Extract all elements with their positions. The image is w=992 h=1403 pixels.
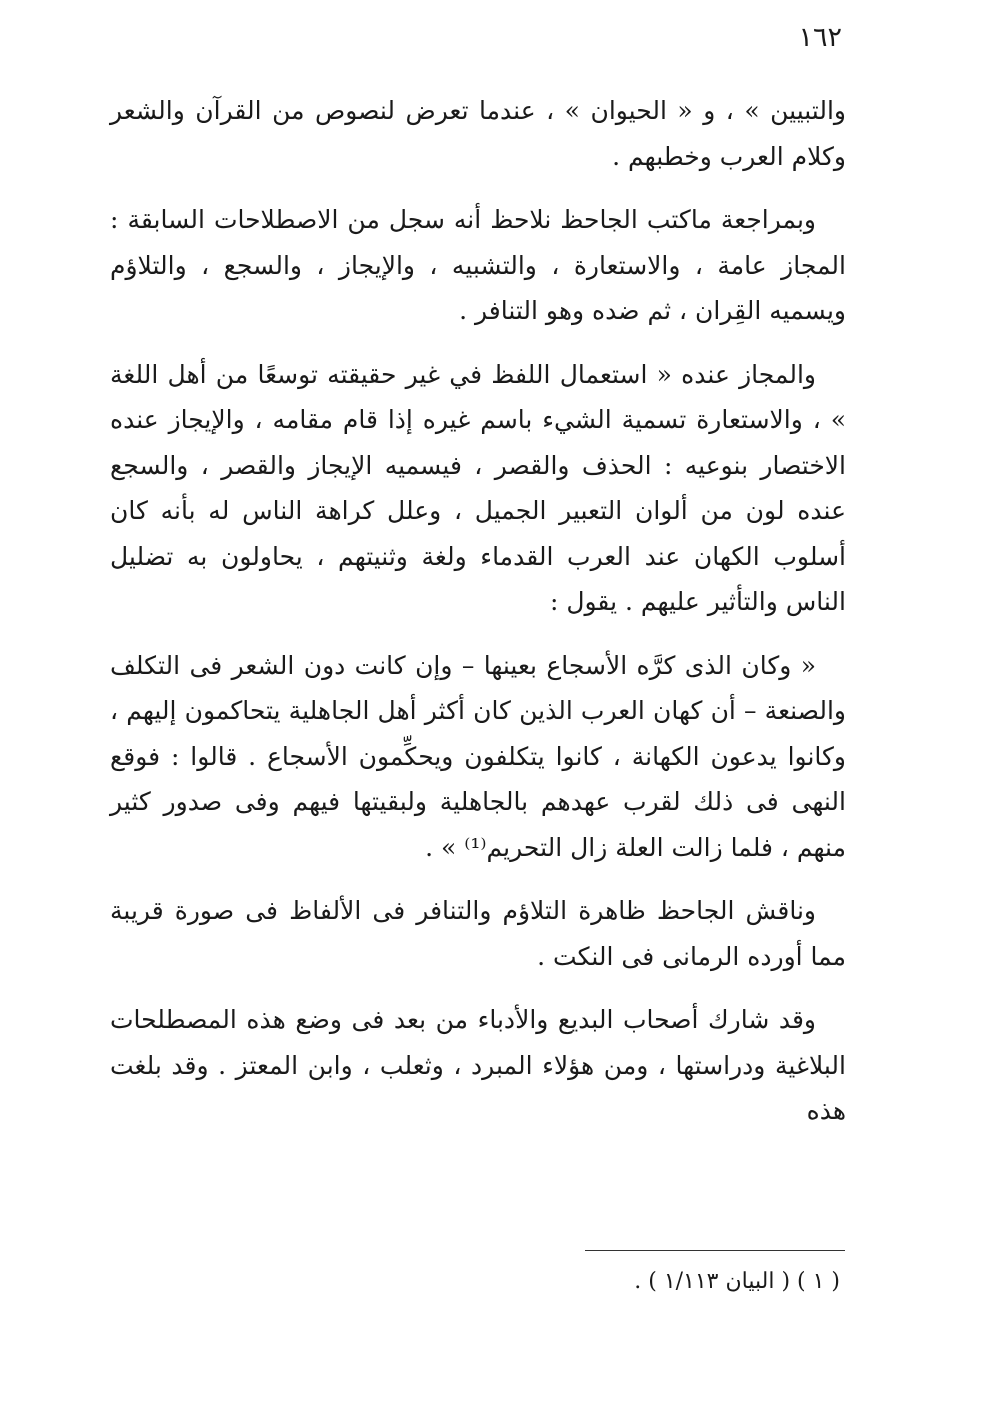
paragraph-3: والمجاز عنده « استعمال اللفظ في غير حقيقته توسعًا من أهل اللغة » ، والاستعارة تسمية الشيء باسم غيره إذا قام مقامه ، والإيجاز عنده الاختصار بنوعيه : الحذف والقصر ، فيسميه الإيجاز والقصر ، والسجع عنده لون من ألوان التعبير الجميل ، وعلل كراهة الناس له بأنه كان أسلوب الكهان عند العرب القدماء ولغة وثنيتهم ، يحاولون به تضليل الناس والتأثير عليهم . يقول : [110, 359, 846, 616]
paragraph-1: والتبيين » ، و « الحيوان » ، عندما تعرض لنصوص من القرآن والشعر وكلام العرب وخطبهم . [110, 96, 846, 171]
paragraph-6: وقد شارك أصحاب البديع والأدباء من بعد فى وضع هذه المصطلحات البلاغية ودراستها ، ومن هؤلاء المبرد ، وثعلب ، وابن المعتز . وقد بلغت هذه [110, 1005, 846, 1125]
page-number: ١٦٢ [798, 22, 842, 53]
paragraph-5: وناقش الجاحظ ظاهرة التلاؤم والتنافر فى الألفاظ فى صورة قريبة مما أورده الرمانى فى النكت . [110, 896, 846, 971]
quotation-paragraph: « وكان الذى كرَّه الأسجاع بعينها – وإن كانت دون الشعر فى التكلف والصنعة – أن كهان العرب الذين كان أكثر أهل الجاهلية يتحاكمون إليهم ، وكانوا يدعون الكهانة ، كانوا يتكلفون ويحكِّمون الأسجاع . قالوا : فوقع النهى فى ذلك لقرب عهدهم بالجاهلية ولبقيتها فيهم وفى صدور كثير منهم ، فلما زالت العلة زال التحريم⁽¹⁾ » . [110, 650, 846, 862]
paragraph-2: وبمراجعة ماكتب الجاحظ نلاحظ أنه سجل من الاصطلاحات السابقة : المجاز عامة ، والاستعارة ، والتشبيه ، والإيجاز ، والسجع ، والتلاؤم ويسميه القِران ، ثم ضده وهو التنافر . [110, 205, 846, 325]
body-text [110, 88, 846, 1152]
footnote-divider [585, 1250, 845, 1251]
footnote: ( ١ ) ( البيان ١/١١٣ ) . [634, 1269, 840, 1294]
